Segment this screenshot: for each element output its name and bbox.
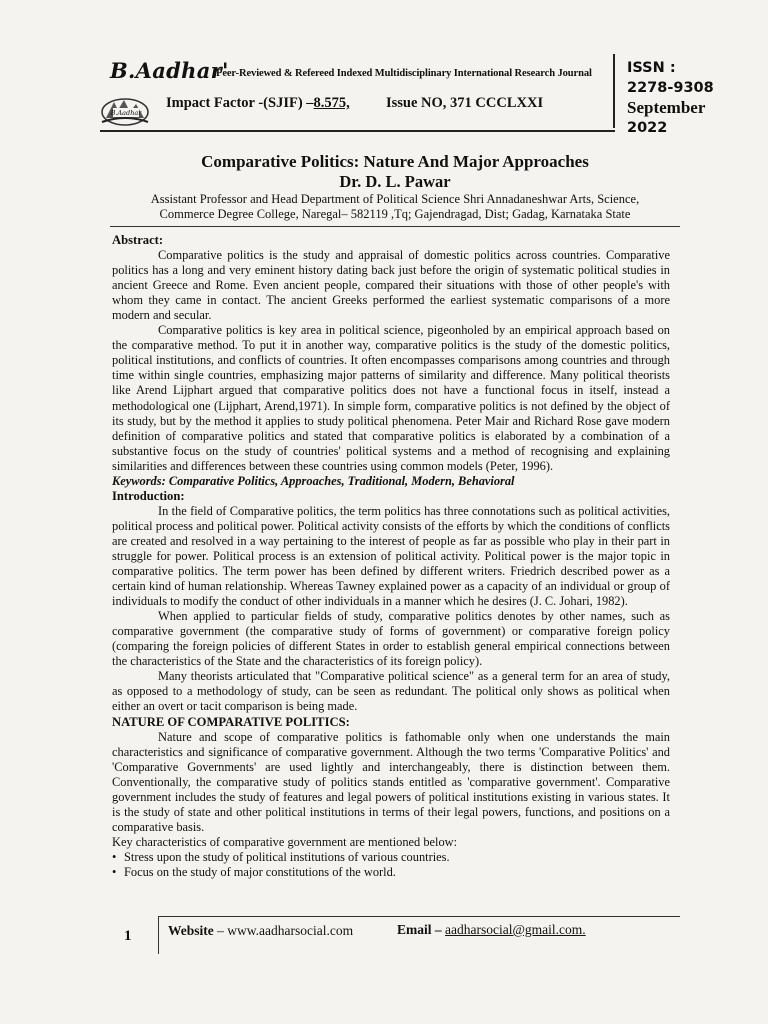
- abstract-heading: Abstract:: [112, 233, 164, 247]
- list-item: • Stress upon the study of political institutions of various countries.: [112, 850, 670, 865]
- footer-website: Website – www.aadharsocial.com: [168, 923, 354, 938]
- journal-tagline: Peer-Reviewed & Refereed Indexed Multidisciplinary International Research Journal: [216, 68, 592, 79]
- author-affiliation: Assistant Professor and Head Department of Political Science Shri Annadaneshwar Arts, Science, Commerce Degree College, Naregal– 582119 ,Tq; Gajendragad, Dist; Gadag, Karnataka State: [150, 192, 640, 221]
- issue-month: September: [627, 98, 706, 117]
- introduction-paragraph: Many theorists articulated that "Comparative political science" as a general term for an area of study, as opposed to a methodology of study, can be seen as redundant. The political only shows as political when either an overt or tacit comparison is being made.: [112, 669, 670, 714]
- footer-divider: [158, 916, 159, 954]
- journal-logo: [100, 94, 150, 128]
- issn-value: 2278-9308: [627, 80, 714, 96]
- article-body: [112, 233, 670, 880]
- issue-number: Issue NO, 371 CCCLXXI: [386, 95, 544, 111]
- nature-heading: NATURE OF COMPARATIVE POLITICS:: [112, 714, 350, 729]
- article-title: Comparative Politics: Nature And Major Approaches: [201, 152, 589, 171]
- nature-paragraph: Key characteristics of comparative government are mentioned below:: [112, 834, 458, 849]
- issn-label: ISSN :: [627, 60, 676, 76]
- introduction-paragraph: When applied to particular fields of study, comparative politics denotes by other names, such as comparative government (the comparative study of forms of government) or comparative foreign policy (comparing the foreign policies of different States in order to establish general empirical connections between the characteristics of the State and the characteristics of its foreign policy).: [112, 609, 670, 669]
- website-link[interactable]: – www.aadharsocial.com: [213, 923, 354, 938]
- characteristics-list: [112, 850, 670, 880]
- nature-paragraph: Nature and scope of comparative politics is fathomable only when one understands the main characteristics and significance of comparative government. Although the two terms 'Comparative Politics' and 'Comparative Governments' are used lightly and interchangeably, there is distinction between them. Conventionally, the comparative study of politics stands entitled as 'comparative government'. Comparative government includes the study of features and legal powers of political institutions existing in various states. It is the study of state and other political institutions in terms of their legal powers, functions, and positions on a comparative basis.: [112, 729, 670, 834]
- footer-email: Email – aadharsocial@gmail.com.: [397, 922, 586, 937]
- header-underline: [100, 130, 615, 132]
- introduction-heading: Introduction:: [112, 488, 185, 503]
- email-link[interactable]: aadharsocial@gmail.com.: [445, 922, 586, 937]
- issn-block: [627, 58, 714, 138]
- page-number: 1: [124, 928, 132, 944]
- abstract-paragraph: Comparative politics is key area in political science, pigeonholed by an empirical approach based on the comparative method. To put it in another way, comparative politics is the study of the domestic politics, political institutions, and conflicts of countries. It often encompasses comparisons among countries and through time within single countries, emphasizing major patterns of similarity and difference. Many political theorists like Arend Lijphart argued that comparative politics does not have a functional focus in itself, instead a methodological one (Lijphart, Arend,1971). In simple form, comparative politics is not defined by the object of its study, but by the method it applies to study political phenomena. Peter Mair and Richard Rose gave modern definition of comparative politics and stated that comparative politics is elaborated by a combination of a substantive focus on the study of countries' political systems and a method of recognising and explaining similarities and differences between these countries using common models (Peter, 1996).: [112, 323, 670, 473]
- list-item: • Focus on the study of major constitutions of the world.: [112, 865, 670, 880]
- header-divider: [613, 54, 615, 128]
- article-author: Dr. D. L. Pawar: [339, 172, 451, 191]
- journal-brand: B.Aadhar': [110, 58, 229, 83]
- title-rule: [110, 226, 680, 227]
- abstract-paragraph: Comparative politics is the study and appraisal of domestic politics across countries. Comparative politics has a long and very eminent history dating back just before the origin of systematic political studies in ancient Greece and Rome. Even ancient people, compared their situations with those of other people's with whom they came in contact. The ancient Greeks performed the earliest systematic comparisons of a more modern and secular.: [112, 248, 670, 323]
- introduction-paragraph: In the field of Comparative politics, the term politics has three connotations such as political activities, political process and political power. Political activity consists of the efforts by which the conditions of conflicts are created and resolved in a way pertaining to the interest of people as far as possible who play in their part in struggle for power. Political process is an extension of political activity. Political power is the major topic in comparative politics. The term power has been defined by different writers. Friedrich described power as a certain kind of human relationship. Whereas Tawney explained power as a capacity of an individual or group of individuals to modify the conduct of other individuals in a manner which he desires (J. C. Johari, 1982).: [112, 503, 670, 609]
- impact-factor: Impact Factor -(SJIF) –8.575,: [166, 95, 350, 111]
- logo-text: B.Aadhar: [110, 109, 142, 117]
- footer-rule: [158, 916, 680, 917]
- keywords: Keywords: Comparative Politics, Approaches, Traditional, Modern, Behavioral: [112, 473, 515, 488]
- issue-year: 2022: [627, 120, 668, 136]
